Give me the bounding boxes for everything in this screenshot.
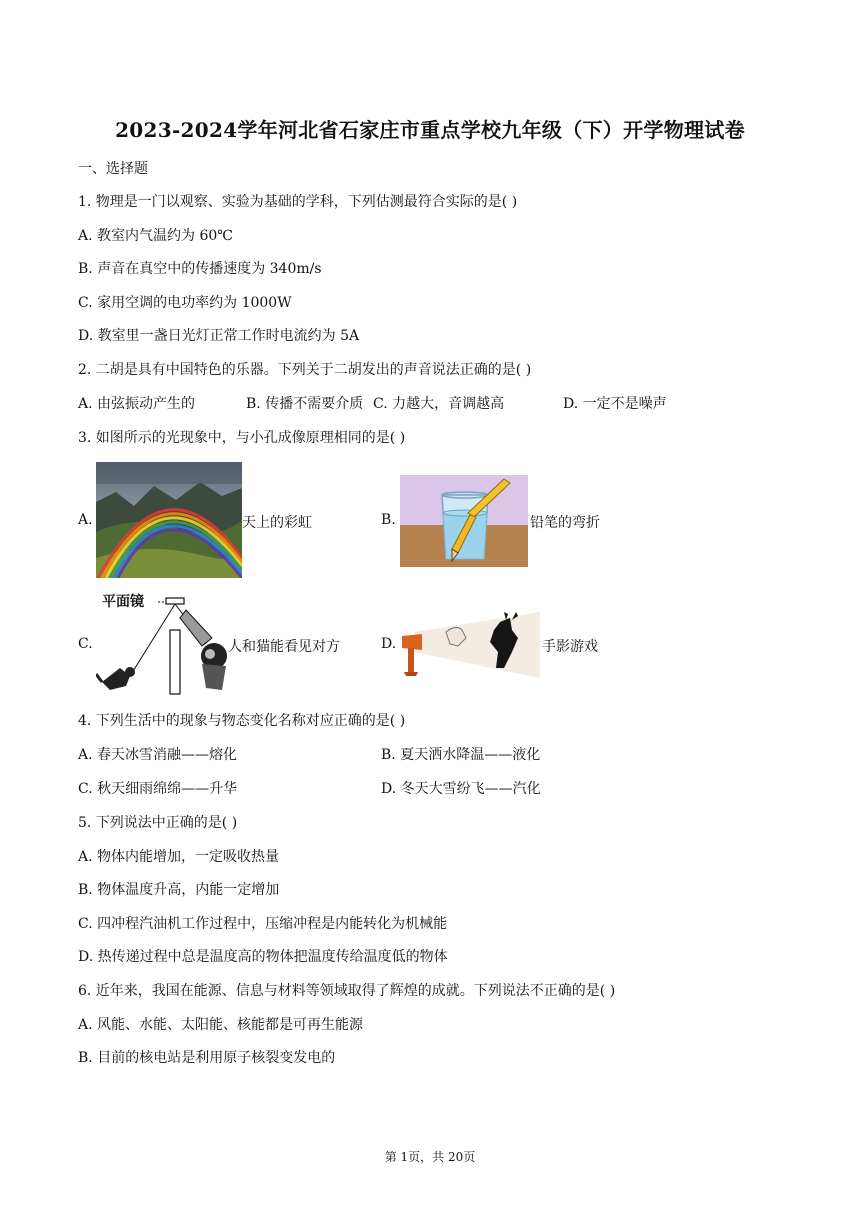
question-3-option-b-caption: 铅笔的弯折 [530,515,600,531]
mirror-person-cat-image [96,590,230,696]
question-2-option-d[interactable]: D. 一定不是噪声 [563,396,667,412]
question-1-option-b[interactable]: B. 声音在真空中的传播速度为 340m/s [78,261,322,277]
mirror-label: 平面镜 [102,593,144,609]
question-6-option-a[interactable]: A. 风能、水能、太阳能、核能都是可再生能源 [78,1017,364,1033]
question-3-option-a-caption: 天上的彩虹 [242,515,312,531]
question-3-option-c-letter[interactable]: C. [78,636,93,652]
question-5-stem: 5. 下列说法中正确的是( ) [78,815,238,831]
question-6-stem: 6. 近年来，我国在能源、信息与材料等领域取得了辉煌的成就。下列说法不正确的是( ) [78,983,616,999]
question-3-option-d-caption: 手影游戏 [542,639,598,655]
question-1-stem: 1. 物理是一门以观察、实验为基础的学科，下列估测最符合实际的是( ) [78,194,518,210]
hand-shadow-image [400,612,540,678]
question-6-option-b[interactable]: B. 目前的核电站是利用原子核裂变发电的 [78,1050,336,1066]
question-2-option-b[interactable]: B. 传播不需要介质 [246,396,364,412]
question-4-option-d[interactable]: D. 冬天大雪纷飞——汽化 [381,781,541,797]
section-heading: 一、选择题 [78,161,148,177]
page-title: 2023-2024学年河北省石家庄市重点学校九年级（下）开学物理试卷 [115,118,745,142]
question-4-option-b[interactable]: B. 夏天洒水降温——液化 [381,747,541,763]
pencil-in-glass-image [400,475,528,567]
question-5-option-d[interactable]: D. 热传递过程中总是温度高的物体把温度传给温度低的物体 [78,949,448,965]
question-4-option-c[interactable]: C. 秋天细雨绵绵——升华 [78,781,238,797]
question-3-option-d-letter[interactable]: D. [381,636,397,652]
question-5-option-c[interactable]: C. 四冲程汽油机工作过程中，压缩冲程是内能转化为机械能 [78,916,448,932]
question-2-option-c[interactable]: C. 力越大，音调越高 [373,396,505,412]
rainbow-image [96,462,242,578]
question-5-option-a[interactable]: A. 物体内能增加，一定吸收热量 [78,849,280,865]
question-5-option-b[interactable]: B. 物体温度升高，内能一定增加 [78,882,280,898]
question-2-option-a[interactable]: A. 由弦振动产生的 [78,396,196,412]
question-3-option-c-caption: 人和猫能看见对方 [228,639,340,655]
question-1-option-c[interactable]: C. 家用空调的电功率约为 1000W [78,295,292,311]
page-footer: 第 1页，共 20页 [384,1150,476,1164]
question-2-stem: 2. 二胡是具有中国特色的乐器。下列关于二胡发出的声音说法正确的是( ) [78,362,532,378]
question-4-stem: 4. 下列生活中的现象与物态变化名称对应正确的是( ) [78,713,406,729]
question-1-option-a[interactable]: A. 教室内气温约为 60℃ [78,228,233,244]
question-3-option-a-letter[interactable]: A. [78,512,93,528]
question-1-option-d[interactable]: D. 教室里一盏日光灯正常工作时电流约为 5A [78,328,360,344]
question-3-option-b-letter[interactable]: B. [381,512,396,528]
question-3-stem: 3. 如图所示的光现象中，与小孔成像原理相同的是( ) [78,430,406,446]
question-4-option-a[interactable]: A. 春天冰雪消融——熔化 [78,747,238,763]
